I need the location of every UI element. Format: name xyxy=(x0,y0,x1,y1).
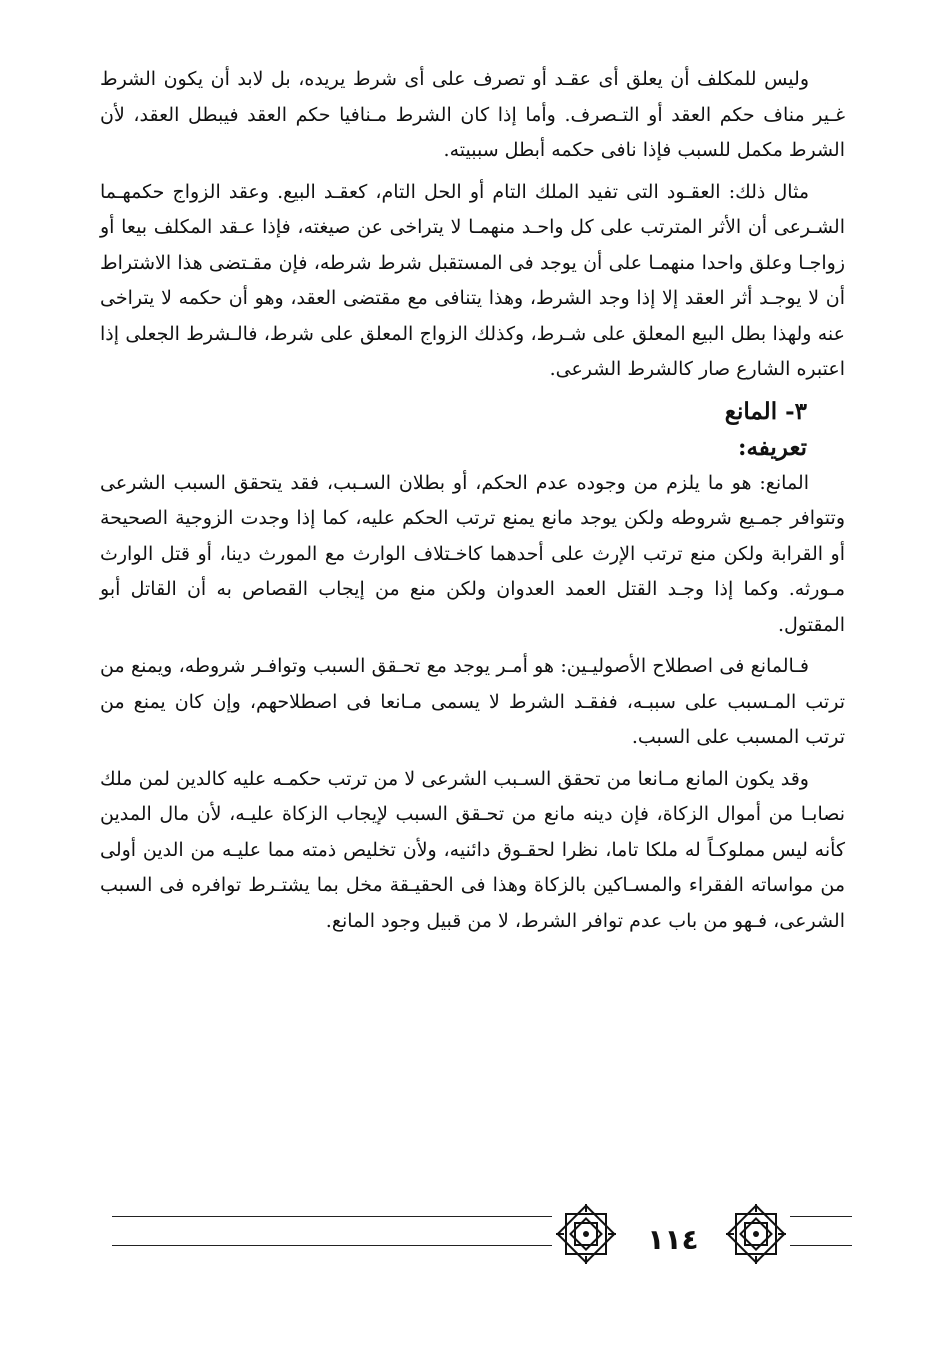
paragraph-example-contracts: مثال ذلك: العقـود التى تفيد الملك التام أو الحل التام، كعقـد البيع. وعقد الزواج حكمهـما الشـرعى أن الأثر المترتب على كل واحـد منهمـا لا يتراخى عن صيغته، فإذا عـقد المكلف بيعا أو زواجـا وعلق واحدا منهمـا على أن يوجد فى المستقبل شرط شرطه، فإن مقـتضى هذا الاشتراط أن لا يوجـد أثر العقد إلا إذا وجد الشرط، وهذا يتنافى مع مقتضى العقد، وهو أن حكمه لا يتراخى عنه ولهذا بطل البيع المعلق على شـرط، وكذلك الزواج المعلق على شرط، فالـشرط الجعلى إذا اعتبره الشارع صار كالشرط الشرعى. xyxy=(100,180,845,380)
star-ornament-icon xyxy=(552,1200,620,1268)
footer-rule-right-bottom xyxy=(790,1245,852,1246)
sub-heading-definition: تعريفه: xyxy=(737,433,807,461)
page-footer xyxy=(0,1200,933,1280)
paragraph-impediment-definition: المانع: هو ما يلزم من وجوده عدم الحكم، أو بطلان السـبب، فقد يتحقق السبب الشرعى وتتوافر جمـيع شروطه ولكن يوجد مانع يمنع ترتب الحكم عليه، كما إذا وجدت الزوجية الصحيحة أو القرابة ولكن منع ترتب الإرث على أحدهما كاخـتلاف الوارث مع المورث دينا، أو قتل الوارث مـورثه. وكما إذا وجـد القتل العمد العدوان ولكن منع من إيجاب القصاص به أن القاتل أبو المقتول. xyxy=(100,471,845,636)
star-ornament-icon xyxy=(722,1200,790,1268)
page-number: ١١٤ xyxy=(647,1223,699,1256)
paragraph-conditions-intro: وليس للمكلف أن يعلق أى عقـد أو تصرف على أى شرط يريده، بل لابد أن يكون الشرط غـير مناف حكم العقد أو التـصرف. وأما إذا كان الشرط مـنافيا حكم العقد فيبطل العقد، لأن الشرط مكمل للسبب فإذا نافى حكمه أبطل سببيته. xyxy=(100,68,845,161)
footer-rule-right-top xyxy=(790,1216,852,1217)
section-heading-impediment: ٣- المانع xyxy=(724,397,807,425)
page-body xyxy=(100,62,845,945)
footer-rule-left-bottom xyxy=(112,1245,552,1246)
footer-rule-left-top xyxy=(112,1216,552,1217)
paragraph-usuli-terminology: فـالمانع فى اصطلاح الأصوليـين: هو أمـر يوجد مع تحـقق السبب وتوافـر شروطه، ويمنع من ترتب المـسبب على سببـه، ففقـد الشرط لا يسمى مـانعا فى اصطلاحهم، وإن كان يمنع من ترتب المسبب على السبب. xyxy=(100,655,845,748)
paragraph-debt-zakat: وقد يكون المانع مـانعا من تحقق السـبب الشرعى لا من ترتب حكمـه عليه كالدين لمن ملك نصابـا من أموال الزكاة، فإن دينه مانع من تحـقق السبب لإيجاب الزكاة عليـه، لأن مال المدين كأنه ليس مملوكـاً له ملكا تاما، نظرا لحقـوق دائنيه، ولأن تخليص ذمته مما عليـه من الدين أولى من مواساته الفقراء والمسـاكين بالزكاة وهذا فى الحقيـقة مخل بما يشتـرط توافره فى السبب الشرعى، فـهو من باب عدم توافر الشرط، لا من قبيل وجود المانع. xyxy=(100,767,845,932)
